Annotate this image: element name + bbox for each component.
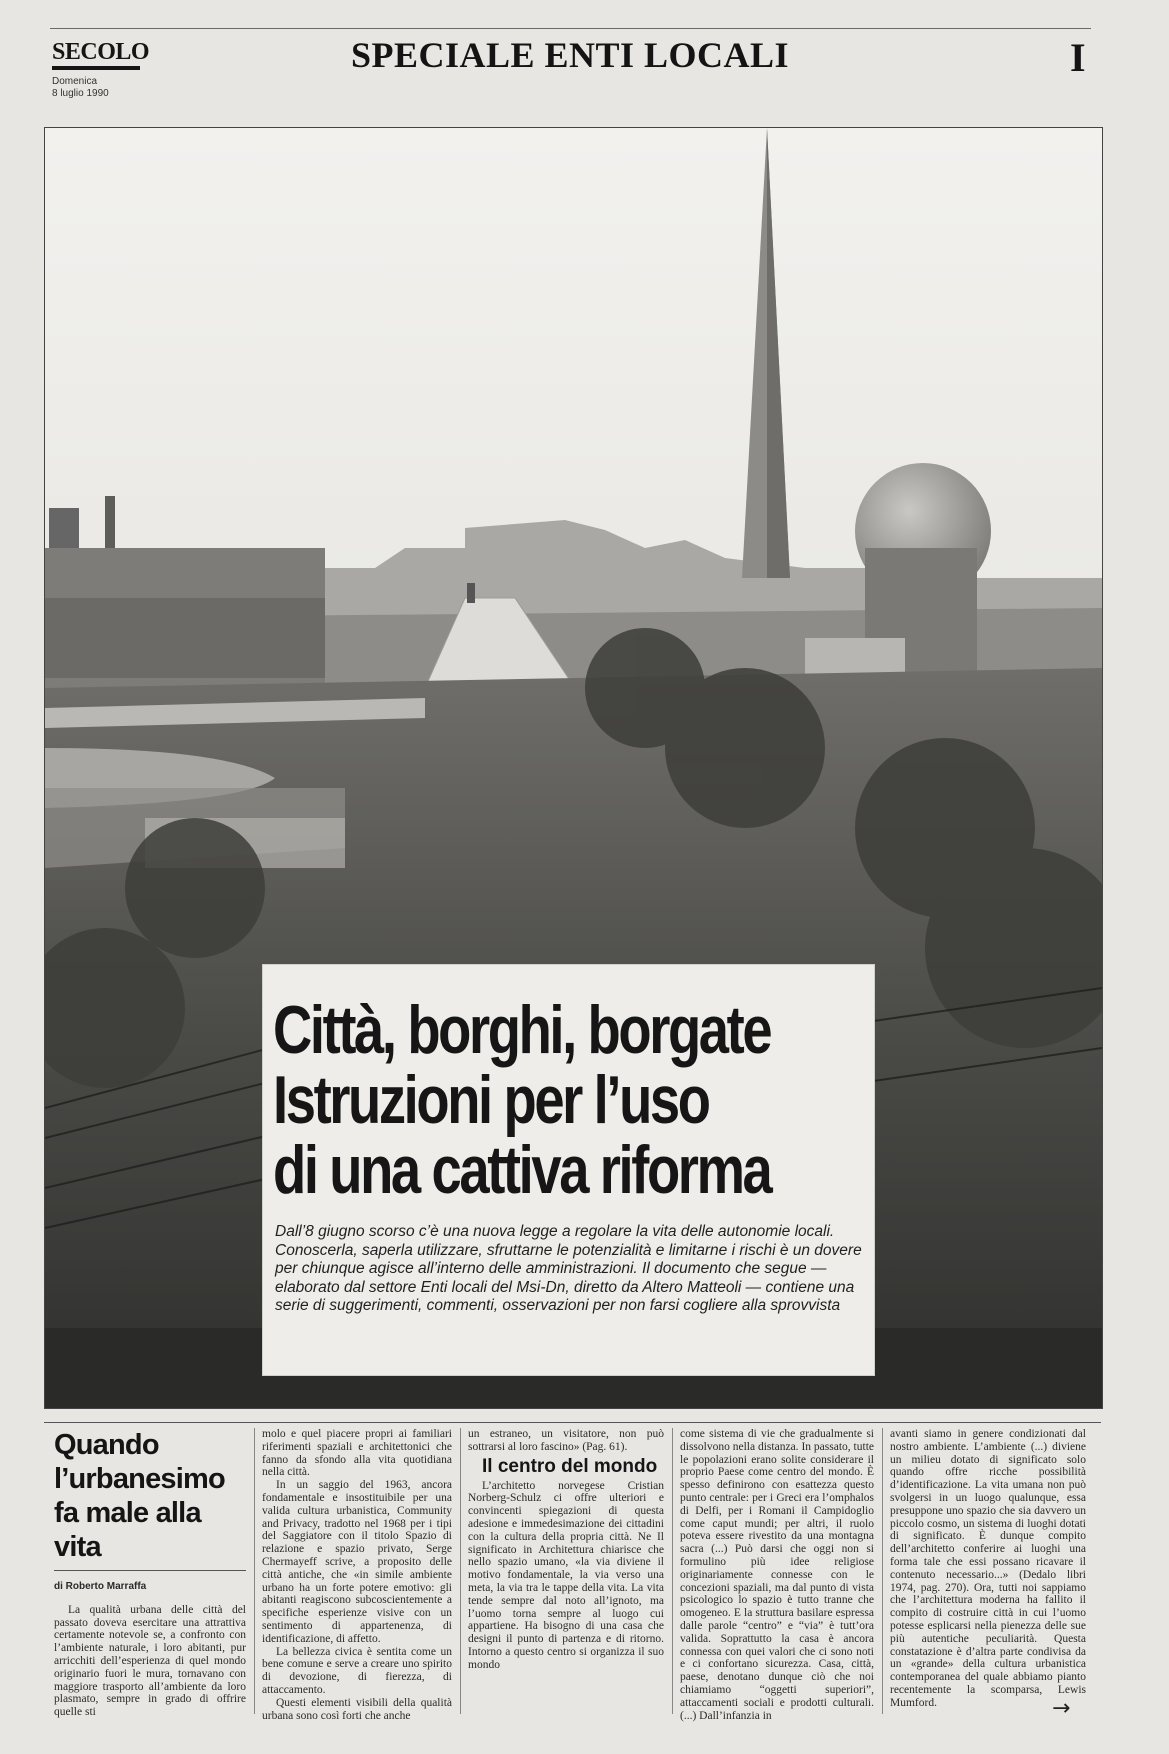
logo-underline [52,66,140,70]
column-2-text-a: molo e quel piacere propri ai familiari riferimenti spaziali e architettonici che fanno da sfondo alla vita quotidiana nella città. [262,1428,452,1479]
column-2-text-b: In un saggio del 1963, ancora fondamentale e insostituibile per una valida cultura urbanistica, Community and Privacy, tradotto nel 1968 per i tipi del Saggiatore con il titolo Spazio di relazione e spazio privato, Serge Chermayeff scrive, a proposito delle città antiche, che «in simile ambiente urbano ha un forte potere emotivo: gli abitanti reagiscono subcoscientemente a specifiche esperienze visive con un sentimento di appartenenza, di identificazione, di affetto. [262,1479,452,1645]
column-divider [254,1428,255,1714]
column-2-text-d: Questi elementi visibili della qualità urbana sono così forti che anche [262,1696,452,1722]
headline-box [263,965,874,1375]
cover-photo [44,127,1103,1409]
newspaper-logo: SECOLO [52,39,150,65]
article-column-3 [468,1428,664,1672]
masthead [52,40,152,100]
date-weekday: Domenica [52,76,98,87]
continue-arrow-icon: → [1052,1696,1071,1721]
column-4-text: come sistema di vie che gradualmente si dissolvono nella distanza. In passato, tutte le popolazioni erano solite considerare il proprio Paese come centro del mondo. È spesso definirono con esattezza questo punto centrale: per i Greci era l’omphalos di Delfi, per i Romani il Campidoglio come caput mundi; per altri, il ruolo poteva essere rivestito da una montagna sacra (...) Può darsi che oggi non si formulino più idee religiose originariamente connesse con le concezioni spaziali, ma dal punto di vista psicologico lo spazio è tutto tranne che omogeneo. E la struttura basilare espressa dalle parole “centro” e “via” è tutt’ora valida. Soprattutto la casa è ancora connessa con quei valori che ci sono noti e ci confortano sicurezza. Casa, città, paese, denotano dunque ciò che noi chiamiamo “oggetti superiori”, attaccamenti sociali e prodotti culturali. (...) Dall’infanzia in [680,1428,874,1722]
title-rule [54,1570,246,1571]
article-column-4 [680,1428,874,1722]
column-3-text-a: un estraneo, un visitatore, non può sottrarsi al loro fascino» (Pag. 61). [468,1428,664,1453]
column-divider [672,1428,673,1714]
column-3-subhead: Il centro del mondo [482,1455,658,1477]
headline-line-3: di una cattiva riforma [273,1132,771,1208]
article-column-2 [262,1428,452,1722]
article-author: di Roberto Marraffa [54,1581,147,1592]
column-5-text: avanti siamo in genere condizionati dal nostro ambiente. L’ambiente (...) diviene un milieu dotato di significato solo quando offre ricche possibilità d’identificazione. La vita umana non può svolgersi in un luogo qualunque, essa presuppone uno spazio che sia davvero un piccolo cosmo, un sistema di luoghi dotati di significato. È dunque compito dell’architetto conferire ai luoghi una forma tale che essi possano ricavare il contenuto necessario...» (Dedalo libri 1974, pag. 270). Ora, tutti noi sappiamo che l’architettura moderna ha fallito il compito di costruire città in cui l’uomo potesse esplicarsi nella pienezza delle sue più autentiche peculiarità. Questa constatazione è d’altra parte condivisa da un «grande» della cultura urbanistica contemporanea del quale abbiamo pianto recentemente la scomparsa, Lewis Mumford. [890,1428,1086,1709]
article-title: Quando l’urbanesimo fa male alla vita [54,1429,225,1563]
column-1-text: La qualità urbana delle città del passato doveva esercitare una attrattiva certamente notevole se, a confronto con l’ambiente naturale, i loro abitanti, pur arricchiti dell’esperienza di quel mondo originario fuori le mura, tornavano con maggiore trasporto all’ambiente da loro plasmato, sempre in grado di offrire quelle sti [54,1603,246,1719]
headline-line-1: Città, borghi, borgate [273,992,771,1068]
article-top-rule [44,1422,1101,1423]
column-divider [460,1428,461,1714]
headline-deck: Dall’8 giugno scorso c’è una nuova legge a regolare la vita delle autonomie locali. Conoscerla, saperla utilizzare, sfruttarne le potenzialità e limitarne i rischi è un dovere per chiunque agisce all’interno delle amministrazioni. Il documento che segue — elaborato dal settore Enti locali del Msi-Dn, diretto da Altero Matteoli — contiene una serie di suggerimenti, commenti, osservazioni per non farsi cogliere alla sprovvista [275,1223,862,1314]
publication-date [52,76,152,100]
column-3-text-b: L’architetto norvegese Cristian Norberg-Schulz ci offre ulteriori e convincenti spiegazioni di questa adesione e immedesimazione dei cittadini con la cultura della propria città. Ne Il significato in Architettura chiarisce che nello spazio umano, «la via diviene il motivo fondamentale, la via verso una meta, la via tra le tappe della vita. La vita tende sempre dal noto all’ignoto, ma l’uomo torna sempre al luogo cui appartiene. Ha bisogno di una casa che designi il punto di partenza e di ritorno. Intorno a questo centro si organizza il suo mondo [468,1479,664,1671]
column-divider [882,1428,883,1714]
page-number: I [1070,35,1086,80]
article-column-5 [890,1428,1086,1710]
article-column-1 [54,1428,246,1719]
column-2-text-c: La bellezza civica è sentita come un bene comune e serve a creare uno spirito di devozione, di fierezza, di attaccamento. [262,1645,452,1696]
main-headline [273,992,771,1208]
section-title: SPECIALE ENTI LOCALI [350,35,790,75]
top-rule [50,28,1091,29]
date-full: 8 luglio 1990 [52,88,109,99]
headline-line-2: Istruzioni per l’uso [273,1062,709,1138]
